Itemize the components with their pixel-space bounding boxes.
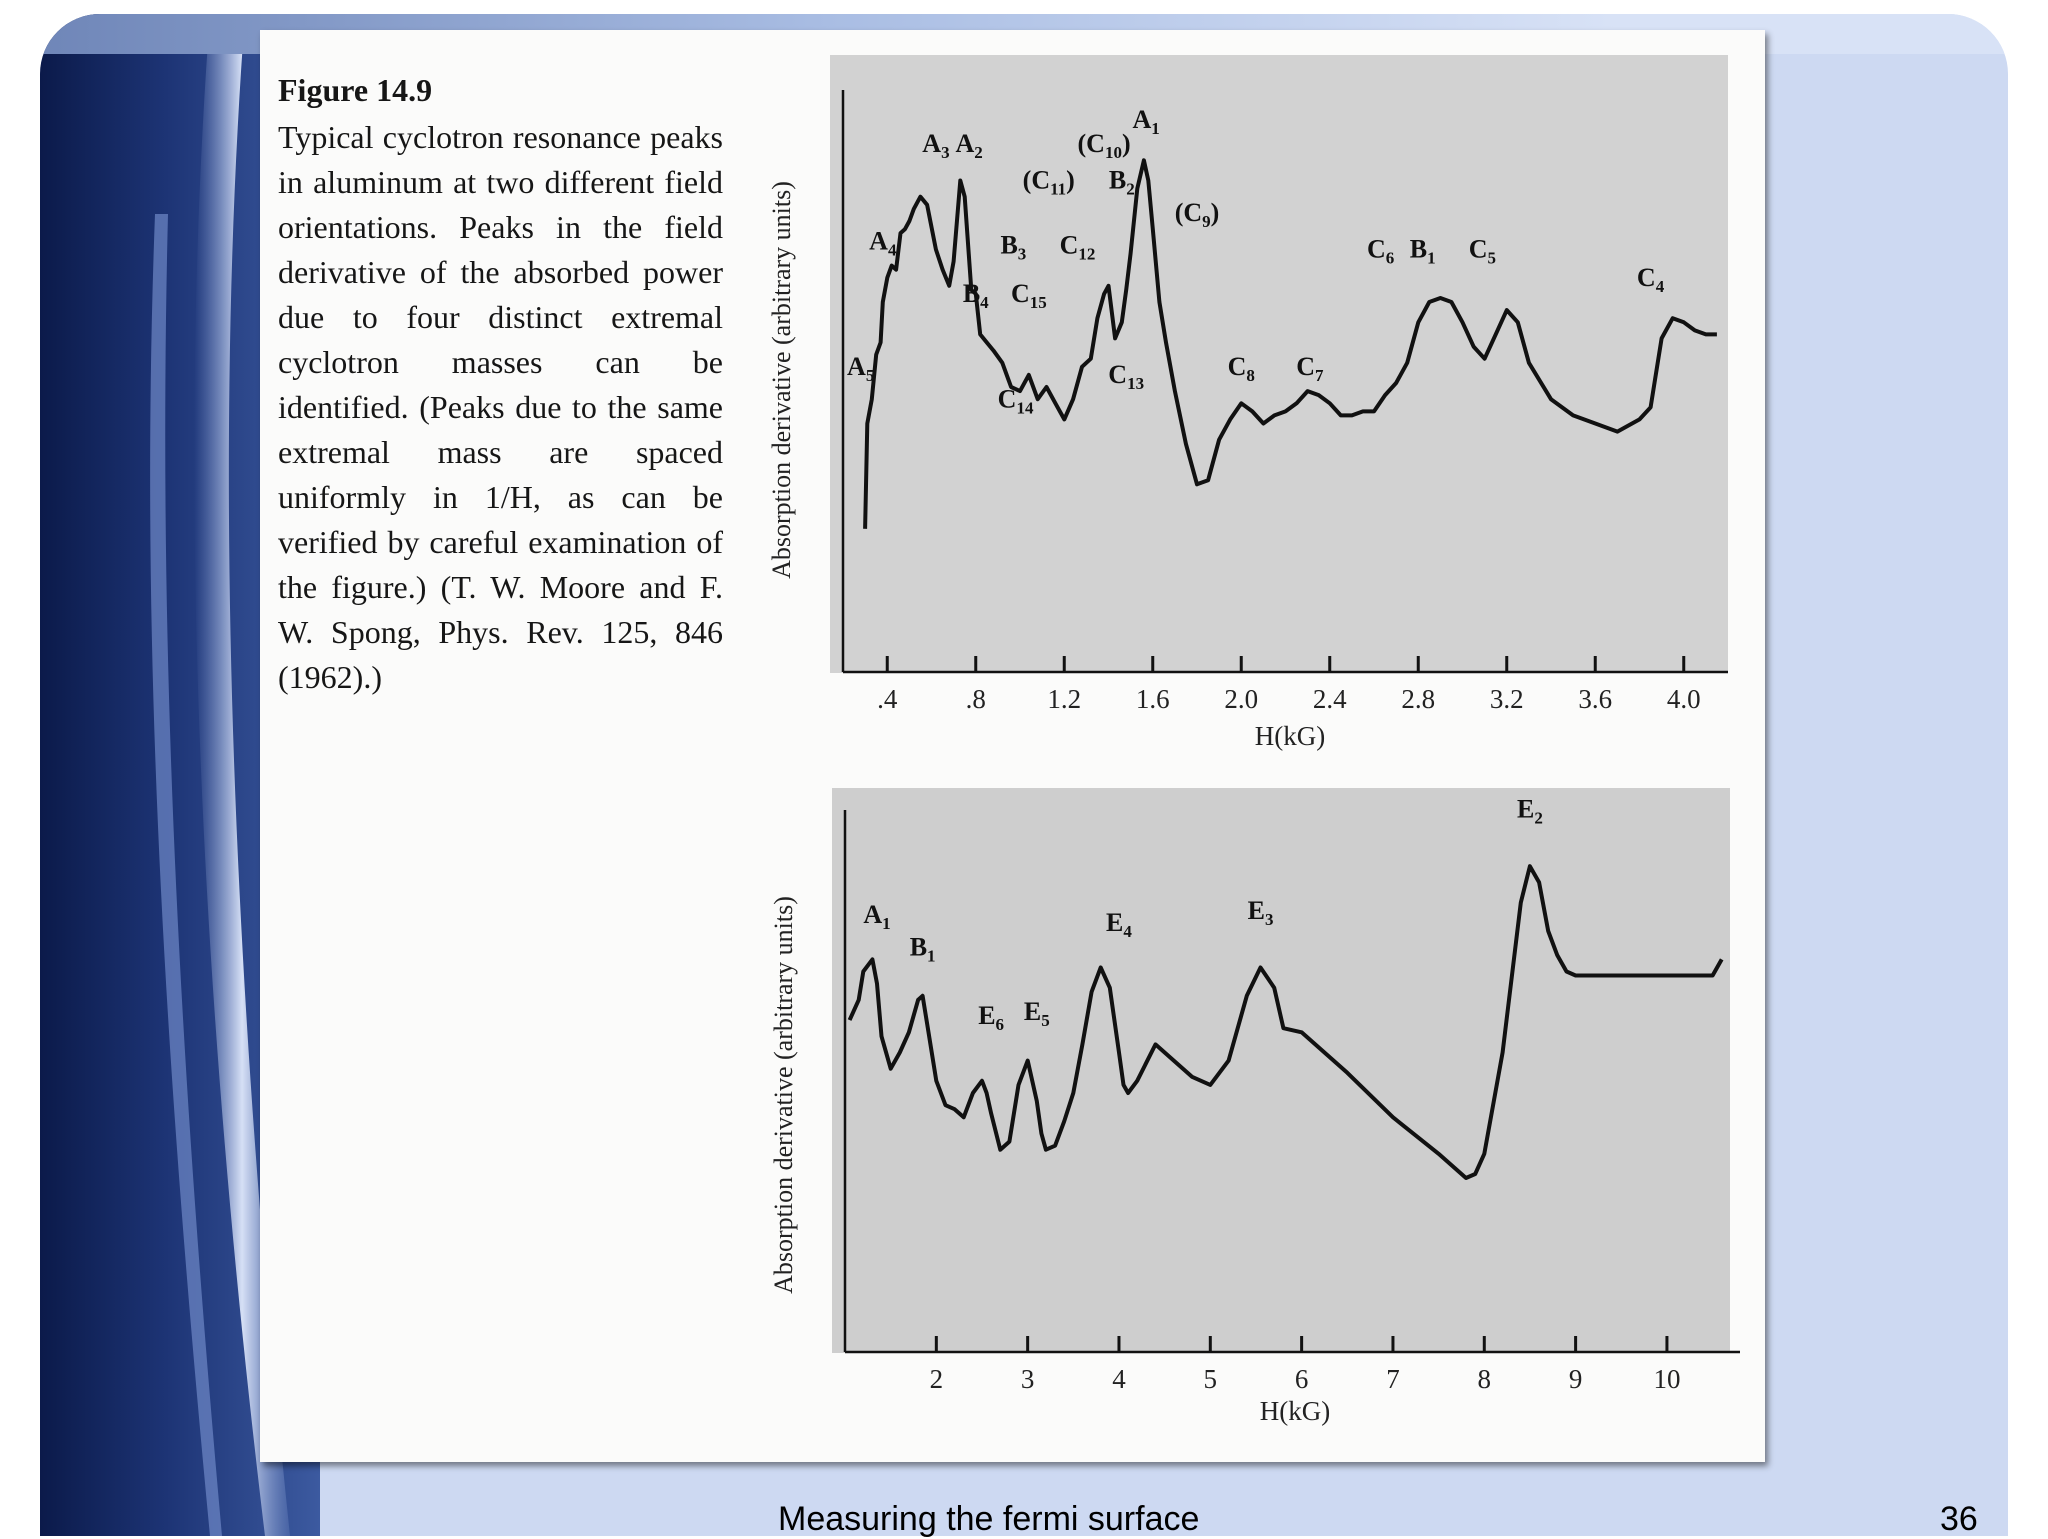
peak-label: $B_4$: [962, 279, 989, 312]
peak-label: $A_1$: [863, 899, 891, 933]
x-tick-label: 2.8: [1401, 684, 1436, 714]
plot-b-area: [832, 788, 1730, 1353]
peak-label: $C_{12}$: [1059, 230, 1096, 264]
peak-label: $(C_9)$: [1174, 198, 1220, 231]
x-tick-label: 3.6: [1578, 684, 1613, 714]
peak-label: $C_6$: [1366, 234, 1395, 268]
x-tick-label: 4: [1112, 1364, 1126, 1394]
x-tick-label: 2.0: [1224, 684, 1259, 714]
peak-label: $E_6$: [978, 1001, 1005, 1035]
plot-b-y-label: Absorption derivative (arbitrary units): [769, 896, 798, 1294]
x-tick-label: 6: [1294, 1364, 1309, 1394]
peak-label: $C_{14}$: [997, 384, 1034, 418]
peak-label: $C_7$: [1296, 351, 1324, 385]
peak-label: $E_2$: [1517, 794, 1543, 828]
plot-a-x-label: H(kG): [1254, 721, 1326, 751]
x-tick-label: 4.0: [1666, 684, 1701, 714]
slide-page-number: 36: [1940, 1500, 1978, 1538]
x-tick-label: .8: [965, 684, 986, 714]
x-tick-label: 9: [1568, 1364, 1583, 1394]
x-tick-label: 1.2: [1047, 684, 1082, 714]
x-tick-label: .4: [877, 684, 898, 714]
peak-label: $(C_{10})$: [1077, 129, 1131, 163]
plot-a-y-label: Absorption derivative (arbitrary units): [767, 181, 796, 579]
x-tick-label: 3: [1020, 1364, 1035, 1394]
x-tick-label: 2.4: [1312, 684, 1347, 714]
peak-label: $A_4$: [869, 226, 897, 260]
x-tick-label: 3.2: [1489, 684, 1524, 714]
x-tick-label: 1.6: [1135, 684, 1170, 714]
peak-label: $A_5$: [847, 351, 875, 385]
plot-b-x-label: H(kG): [1259, 1396, 1331, 1426]
peak-label: $C_{15}$: [1010, 279, 1047, 312]
x-tick-label: 2: [929, 1364, 944, 1394]
peak-label: $A_3$: [922, 129, 950, 163]
peak-label: $E_4$: [1106, 908, 1132, 941]
peak-label: $C_{13}$: [1108, 360, 1145, 393]
slide-footer-title: Measuring the fermi surface: [778, 1500, 1200, 1538]
peak-label: $C_4$: [1636, 262, 1665, 296]
peak-label: $(C_{11})$: [1022, 165, 1075, 199]
peak-label: $B_1$: [909, 932, 936, 966]
x-tick-label: 7: [1386, 1364, 1400, 1394]
peak-label: $E_3$: [1247, 895, 1274, 929]
peak-label: $C_8$: [1227, 351, 1255, 385]
peak-label: $B_2$: [1108, 165, 1135, 199]
peak-label: $A_2$: [955, 129, 983, 163]
peak-label: $A_1$: [1132, 104, 1160, 138]
peak-label: $B_1$: [1409, 234, 1436, 268]
figure-label: Figure 14.9: [278, 72, 433, 108]
peak-label: $C_5$: [1468, 234, 1497, 268]
x-tick-label: 5: [1203, 1364, 1218, 1394]
x-tick-label: 8: [1477, 1364, 1492, 1394]
caption-text: Typical cyclotron resonance peaks in aluminum at two different field orientations. Peaks in the field derivative of the absorbed power due to four distinct extremal cyclotron masses can be identified. (Peaks due to the same extremal mass are spaced uniformly in 1/H, as can be verified by careful examination of the figure.) (T. W. Moore and F. W. Spong, Phys. Rev. 125, 846 (1962).): [278, 119, 723, 695]
peak-label: $B_3$: [1000, 230, 1027, 264]
peak-label: $E_5$: [1023, 997, 1050, 1031]
x-tick-label: 10: [1653, 1364, 1681, 1394]
